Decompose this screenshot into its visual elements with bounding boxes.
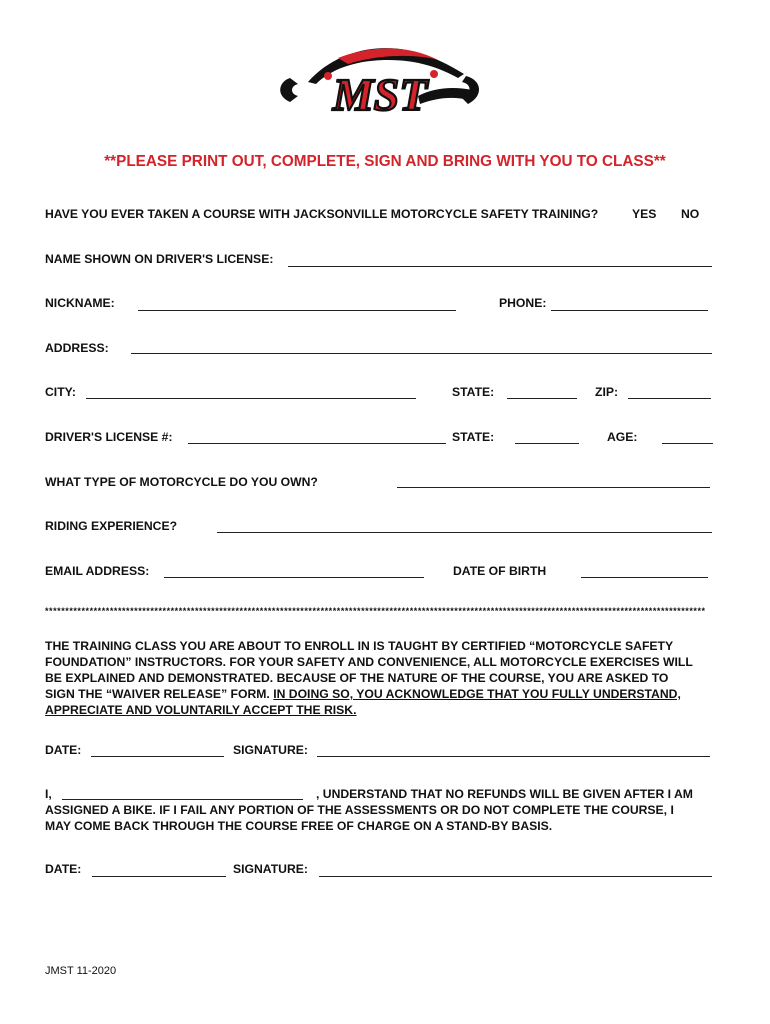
logo-text: MST xyxy=(332,69,428,120)
address-label: ADDRESS: xyxy=(45,341,109,355)
motorcycle-field[interactable] xyxy=(397,487,710,488)
refund-line-1: , UNDERSTAND THAT NO REFUNDS WILL BE GIVEN AFTER I AM xyxy=(316,787,693,801)
question-label: HAVE YOU EVER TAKEN A COURSE WITH JACKSONVILLE MOTORCYCLE SAFETY TRAINING? xyxy=(45,207,599,221)
name-label: NAME SHOWN ON DRIVER'S LICENSE: xyxy=(45,252,274,266)
motorcycle-label: WHAT TYPE OF MOTORCYCLE DO YOU OWN? xyxy=(45,475,318,489)
signature-field-2[interactable] xyxy=(319,876,712,877)
zip-field[interactable] xyxy=(628,398,711,399)
waiver-acknowledgement: IN DOING SO, YOU ACKNOWLEDGE THAT YOU FULLY UNDERSTAND, xyxy=(273,687,681,701)
signature-label-1: SIGNATURE: xyxy=(233,743,308,757)
zip-label: ZIP: xyxy=(595,385,619,399)
waiver-line-2: FOUNDATION” INSTRUCTORS. FOR YOUR SAFETY AND CONVENIENCE, ALL MOTORCYCLE EXERCISES WILL xyxy=(45,655,693,669)
refund-line-3: MAY COME BACK THROUGH THE COURSE FREE OF CHARGE ON A STAND-BY BASIS. xyxy=(45,819,553,833)
waiver-line-5: APPRECIATE AND VOLUNTARILY ACCEPT THE RISK. xyxy=(45,703,357,717)
phone-field[interactable] xyxy=(551,310,708,311)
age-label: AGE: xyxy=(607,430,638,444)
nickname-label: NICKNAME: xyxy=(45,296,115,310)
name-field[interactable] xyxy=(288,266,712,267)
refund-name-field[interactable] xyxy=(62,799,303,800)
refund-prefix: I, xyxy=(45,787,52,801)
waiver-line-4 xyxy=(45,686,681,702)
waiver-line-3: BE EXPLAINED AND DEMONSTRATED. BECAUSE OF THE NATURE OF THE COURSE, YOU ARE ASKED TO xyxy=(45,671,669,685)
banner-heading: **PLEASE PRINT OUT, COMPLETE, SIGN AND BRING WITH YOU TO CLASS** xyxy=(104,153,666,170)
date-label-1: DATE: xyxy=(45,743,82,757)
city-field[interactable] xyxy=(86,398,416,399)
waiver-line-4-text: SIGN THE “WAIVER RELEASE” FORM. xyxy=(45,687,274,701)
dob-field[interactable] xyxy=(581,577,708,578)
license-state-field[interactable] xyxy=(515,443,579,444)
age-field[interactable] xyxy=(662,443,713,444)
waiver-line-1: THE TRAINING CLASS YOU ARE ABOUT TO ENROLL IN IS TAUGHT BY CERTIFIED “MOTORCYCLE SAFETY xyxy=(45,639,674,653)
nickname-field[interactable] xyxy=(138,310,456,311)
phone-label: PHONE: xyxy=(499,296,547,310)
license-state-label: STATE: xyxy=(452,430,495,444)
signature-label-2: SIGNATURE: xyxy=(233,862,308,876)
experience-label: RIDING EXPERIENCE? xyxy=(45,519,178,533)
separator: ******************************************************************************************************************************************************************* xyxy=(45,606,706,616)
experience-field[interactable] xyxy=(217,532,712,533)
no-option[interactable]: NO xyxy=(681,207,700,221)
date-field-2[interactable] xyxy=(92,876,226,877)
state-field[interactable] xyxy=(507,398,577,399)
date-label-2: DATE: xyxy=(45,862,82,876)
signature-field-1[interactable] xyxy=(317,756,710,757)
yes-option[interactable]: YES xyxy=(632,207,657,221)
email-label: EMAIL ADDRESS: xyxy=(45,564,150,578)
dob-label: DATE OF BIRTH xyxy=(453,564,547,578)
address-field[interactable] xyxy=(131,353,712,354)
refund-line-2: ASSIGNED A BIKE. IF I FAIL ANY PORTION OF THE ASSESSMENTS OR DO NOT COMPLETE THE COURSE, I xyxy=(45,803,674,817)
form-code: JMST 11-2020 xyxy=(45,965,117,977)
city-label: CITY: xyxy=(45,385,76,399)
mst-logo xyxy=(268,38,498,124)
state-label: STATE: xyxy=(452,385,495,399)
date-field-1[interactable] xyxy=(91,756,224,757)
license-label: DRIVER'S LICENSE #: xyxy=(45,430,173,444)
email-field[interactable] xyxy=(164,577,424,578)
license-field[interactable] xyxy=(188,443,446,444)
